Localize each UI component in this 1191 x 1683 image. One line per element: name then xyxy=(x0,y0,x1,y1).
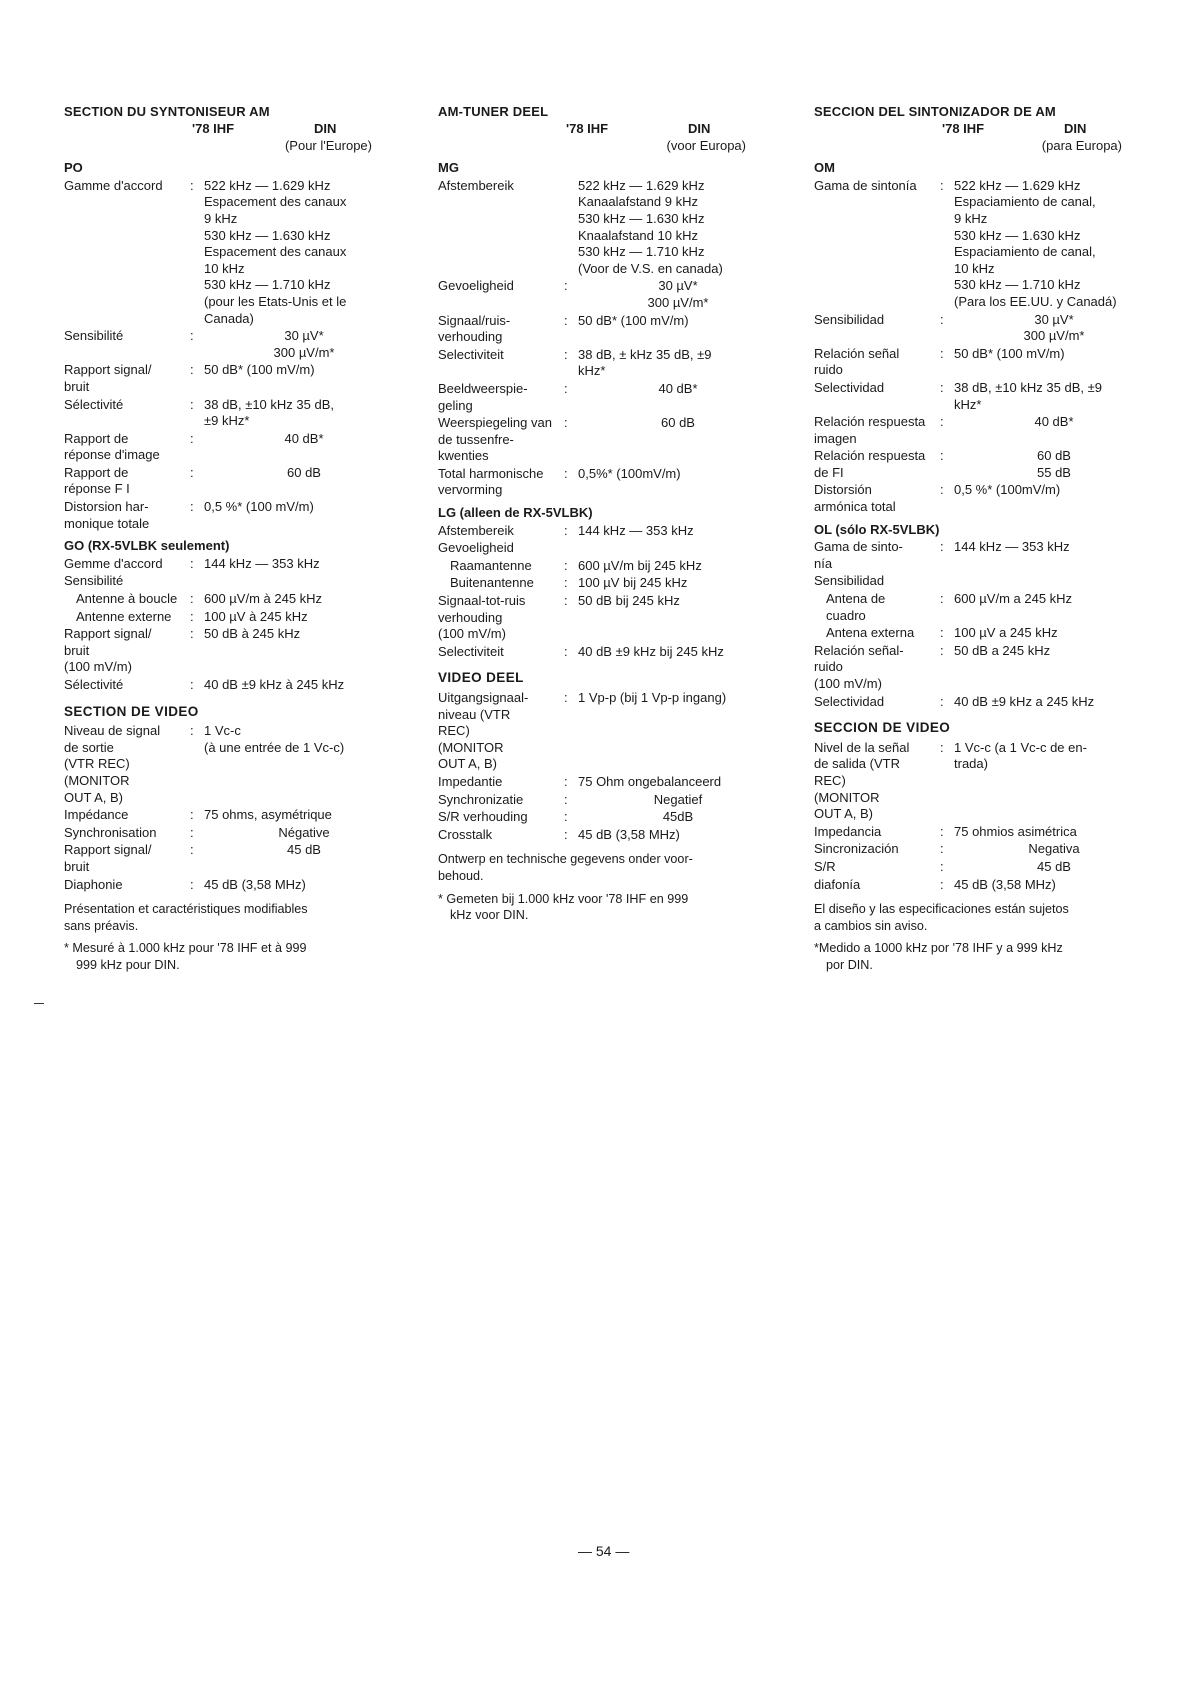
band-heading-am: OM xyxy=(814,160,835,176)
spec-label: Nivel de la señal de salida (VTR REC) (MONITOR OUT A, B) xyxy=(814,739,910,822)
spec-label: Beeldweerspie- geling xyxy=(438,380,528,413)
standard-ihf: '78 IHF xyxy=(942,120,985,136)
spec-label: Distorsión armónica total xyxy=(814,482,896,515)
spec-separator: : xyxy=(940,591,944,607)
spec-value: 60 dB 55 dB xyxy=(1037,448,1071,480)
spec-value: 144 kHz — 353 kHz xyxy=(578,522,694,538)
spec-separator: : xyxy=(940,625,944,641)
spec-separator: : xyxy=(940,858,944,874)
spec-value: 45 dB xyxy=(287,842,321,858)
spec-label: Gevoeligheid xyxy=(438,278,514,294)
spec-separator: : xyxy=(940,414,944,430)
spec-separator: : xyxy=(190,842,194,858)
spec-label: Sélectivité xyxy=(64,396,124,412)
am-spec-row xyxy=(438,415,778,465)
am-spec-row xyxy=(64,328,404,361)
spec-value: 522 kHz — 1.629 kHz Espacement des canaux 9 kHz 530 kHz — 1.630 kHz Espacement des canaux 10 kHz 530 kHz — 1.710 kHz (pour les Etats-Unis et le Canada) xyxy=(204,177,347,326)
section-title: AM-TUNER DEEL xyxy=(438,104,549,119)
lw-spec-row xyxy=(814,591,1154,624)
spec-label: Antena externa xyxy=(826,625,915,641)
spec-label: Antena de cuadro xyxy=(826,591,886,623)
spec-value: Négative xyxy=(278,824,330,840)
margin-mark xyxy=(34,1003,44,1004)
spec-label: Crosstalk xyxy=(438,826,493,842)
footnote: * Gemeten bij 1.000 kHz voor '78 IHF en 999 kHz voor DIN. xyxy=(438,891,689,923)
spec-label: Selectividad xyxy=(814,693,885,709)
spec-label: Rapport de réponse d'image xyxy=(64,430,160,463)
spec-label: Uitgangsignaal- niveau (VTR REC) (MONITOR OUT A, B) xyxy=(438,690,529,772)
spec-value: 40 dB* xyxy=(1034,414,1074,430)
spec-separator xyxy=(564,540,578,557)
band-heading-lw: GO (RX-5VLBK seulement) xyxy=(64,538,230,554)
lw-spec-row xyxy=(814,625,1154,642)
spec-value: 1 Vc-c (a 1 Vc-c de en- trada) xyxy=(954,739,1087,772)
video-spec-row xyxy=(438,827,778,844)
spec-label: Sensibilidad xyxy=(814,573,885,589)
standard-headers xyxy=(814,121,1154,138)
video-spec-row xyxy=(438,774,778,791)
spec-label: Relación señal ruido xyxy=(814,345,900,378)
spec-value: 100 µV à 245 kHz xyxy=(204,608,308,624)
lw-spec-row xyxy=(64,677,404,694)
video-spec-row xyxy=(64,807,404,824)
lw-spec-row xyxy=(64,591,404,608)
spec-label: Impedancia xyxy=(814,823,882,839)
spec-value: 38 dB, ± kHz 35 dB, ±9 kHz* xyxy=(578,346,712,379)
column-dutch xyxy=(438,104,778,924)
am-spec-row xyxy=(438,313,778,346)
video-spec-row xyxy=(64,877,404,894)
video-spec-row xyxy=(814,824,1154,841)
spec-separator: : xyxy=(940,876,944,892)
spec-label: S/R xyxy=(814,858,836,874)
spec-label: S/R verhouding xyxy=(438,809,528,825)
spec-separator: : xyxy=(564,593,568,609)
spec-label: Sincronización xyxy=(814,841,899,857)
spec-value: 100 µV a 245 kHz xyxy=(954,625,1058,641)
lw-spec-row xyxy=(438,523,778,540)
spec-label: Relación respuesta imagen xyxy=(814,414,926,446)
page-number: — 54 — xyxy=(578,1543,630,1559)
spec-value: 38 dB, ±10 kHz 35 dB, ±9 kHz* xyxy=(954,379,1102,412)
spec-label: Antenne à boucle xyxy=(76,591,178,607)
spec-separator: : xyxy=(564,415,568,431)
video-spec-row xyxy=(814,877,1154,894)
am-spec-row xyxy=(438,347,778,380)
spec-separator: : xyxy=(190,824,194,840)
spec-separator: : xyxy=(190,362,194,378)
spec-value: 600 µV/m a 245 kHz xyxy=(954,591,1073,607)
spec-separator: : xyxy=(190,807,194,823)
spec-value: 1 Vp-p (bij 1 Vp-p ingang) xyxy=(578,690,727,705)
video-section-title: SECTION DE VIDEO xyxy=(64,703,199,719)
am-spec-row xyxy=(438,381,778,414)
column-spanish xyxy=(814,104,1154,974)
spec-value: 144 kHz — 353 kHz xyxy=(204,555,320,571)
spec-label: Synchronizatie xyxy=(438,791,524,807)
lw-spec-row xyxy=(64,609,404,626)
am-spec-row xyxy=(64,499,404,532)
spec-label: Weerspiegeling van de tussenfre- kwenties xyxy=(438,415,552,464)
band-heading-lw: OL (sólo RX-5VLBK) xyxy=(814,521,940,537)
spec-value: 40 dB ±9 kHz bij 245 kHz xyxy=(578,643,724,659)
spec-label: Sensibilidad xyxy=(814,311,885,327)
spec-label: Gevoeligheid xyxy=(438,540,514,556)
spec-separator: : xyxy=(190,177,194,193)
spec-value: 40 dB ±9 kHz a 245 kHz xyxy=(954,693,1095,709)
am-spec-row xyxy=(814,312,1154,345)
spec-label: Relación señal- ruido (100 mV/m) xyxy=(814,642,904,691)
spec-separator xyxy=(940,573,954,590)
spec-value: 45 dB xyxy=(1037,858,1071,874)
spec-separator: : xyxy=(940,345,944,361)
footnote: *Medido a 1000 kHz por '78 IHF y a 999 kHz por DIN. xyxy=(814,941,1063,972)
spec-separator: : xyxy=(940,841,944,857)
spec-label: Selectividad xyxy=(814,379,885,395)
spec-value: 30 µV* 300 µV/m* xyxy=(273,328,335,360)
spec-value: 45 dB (3,58 MHz) xyxy=(578,826,680,842)
am-spec-row xyxy=(814,178,1154,311)
footnote: * Mesuré à 1.000 kHz pour '78 IHF et à 999 999 kHz pour DIN. xyxy=(64,941,307,972)
video-spec-row xyxy=(814,740,1154,823)
spec-label: Afstembereik xyxy=(438,522,514,538)
spec-label: Signaal-tot-ruis verhouding (100 mV/m) xyxy=(438,593,526,642)
spec-separator: : xyxy=(564,690,568,705)
am-spec-row xyxy=(814,482,1154,515)
lw-spec-row xyxy=(438,558,778,575)
spec-value: 60 dB xyxy=(287,464,321,480)
spec-separator: : xyxy=(190,328,194,344)
lw-spec-row xyxy=(64,626,404,676)
spec-value xyxy=(578,540,778,557)
standard-note: (para Europa) xyxy=(1041,137,1122,153)
standard-ihf: '78 IHF xyxy=(192,120,235,136)
spec-label: Selectiviteit xyxy=(438,643,504,659)
spec-separator: : xyxy=(190,677,194,692)
am-spec-row xyxy=(438,466,778,499)
video-spec-row xyxy=(438,690,778,773)
spec-value: Negatief xyxy=(653,791,703,807)
spec-label: Synchronisation xyxy=(64,824,157,840)
spec-value: 50 dB bij 245 kHz xyxy=(578,593,680,609)
spec-separator: : xyxy=(564,643,568,659)
spec-separator: : xyxy=(190,396,194,412)
spec-label: Buitenantenne xyxy=(450,575,534,591)
spec-separator: : xyxy=(564,278,568,294)
spec-separator: : xyxy=(940,482,944,498)
spec-value: 522 kHz — 1.629 kHz Espaciamiento de canal, 9 kHz 530 kHz — 1.630 kHz Espaciamiento de canal, 10 kHz 530 kHz — 1.710 kHz (Para los EE.UU. y Canadá) xyxy=(954,177,1117,309)
notice-text: Présentation et caractéristiques modifiables sans préavis. xyxy=(64,902,308,933)
standard-headers xyxy=(64,121,404,138)
lw-spec-row xyxy=(438,575,778,592)
spec-label: Rapport signal/ bruit (100 mV/m) xyxy=(64,626,152,675)
am-spec-row xyxy=(438,178,778,278)
video-spec-row xyxy=(814,841,1154,858)
spec-separator: : xyxy=(190,626,194,642)
lw-spec-row xyxy=(438,593,778,643)
spec-value: 75 ohms, asymétrique xyxy=(204,807,332,823)
spec-value: 50 dB* (100 mV/m) xyxy=(578,312,689,328)
lw-spec-row xyxy=(814,694,1154,711)
spec-label: Rapport de réponse F I xyxy=(64,464,130,497)
am-spec-row xyxy=(64,431,404,464)
am-spec-row xyxy=(814,346,1154,379)
spec-separator: : xyxy=(940,379,944,395)
spec-label: Antenne externe xyxy=(76,608,172,624)
spec-separator: : xyxy=(940,448,944,464)
section-title: SECTION DU SYNTONISEUR AM xyxy=(64,104,270,119)
spec-label: Sélectivité xyxy=(64,677,124,692)
spec-value: Negativa xyxy=(1028,841,1080,857)
spec-value: 1 Vc-c (à une entrée de 1 Vc-c) xyxy=(204,723,345,755)
spec-label: Gemme d'accord xyxy=(64,555,163,571)
spec-separator: : xyxy=(190,464,194,480)
spec-separator xyxy=(564,178,578,278)
spec-label: Sensibilité xyxy=(64,328,124,344)
spec-separator: : xyxy=(190,555,194,571)
spec-label: Rapport signal/ bruit xyxy=(64,842,152,874)
spec-value: 50 dB* (100 mV/m) xyxy=(954,345,1065,361)
spec-separator: : xyxy=(190,723,194,739)
spec-value: 0,5%* (100mV/m) xyxy=(578,465,681,481)
spec-value: 30 µV* 300 µV/m* xyxy=(1023,311,1085,344)
standard-din: DIN xyxy=(688,120,711,136)
spec-separator: : xyxy=(190,499,194,515)
spec-separator: : xyxy=(190,591,194,607)
am-spec-row xyxy=(814,380,1154,413)
spec-separator: : xyxy=(564,791,568,807)
spec-value: 522 kHz — 1.629 kHz Kanaalafstand 9 kHz 530 kHz — 1.630 kHz Knaalafstand 10 kHz 530 kHz — 1.710 kHz (Voor de V.S. en canada) xyxy=(578,177,723,276)
spec-separator xyxy=(190,573,204,590)
spec-label: Gamme d'accord xyxy=(64,177,163,193)
spec-label: Sensibilité xyxy=(64,573,124,589)
am-spec-row xyxy=(64,465,404,498)
spec-label: Raamantenne xyxy=(450,557,532,573)
video-spec-row xyxy=(64,825,404,842)
spec-separator: : xyxy=(564,465,568,481)
notice-text: Ontwerp en technische gegevens onder voor- behoud. xyxy=(438,852,693,883)
am-spec-row xyxy=(64,178,404,327)
spec-separator: : xyxy=(940,311,944,327)
spec-value: 600 µV/m bij 245 kHz xyxy=(578,557,702,573)
spec-value: 100 µV bij 245 kHz xyxy=(578,575,688,591)
spec-value: 50 dB a 245 kHz xyxy=(954,642,1051,658)
spec-separator: : xyxy=(940,693,944,709)
spec-label: Distorsion har- monique totale xyxy=(64,499,150,531)
standard-note: (voor Europa) xyxy=(666,137,746,153)
am-spec-row xyxy=(438,278,778,311)
spec-separator: : xyxy=(190,608,194,624)
spec-separator: : xyxy=(940,539,944,555)
standard-note: (Pour l'Europe) xyxy=(284,137,372,153)
spec-value: 45dB xyxy=(662,809,694,825)
spec-label: Rapport signal/ bruit xyxy=(64,362,152,394)
spec-label: Afstembereik xyxy=(438,177,514,193)
spec-label: Total harmonische vervorming xyxy=(438,465,544,498)
standard-din: DIN xyxy=(314,120,337,136)
spec-separator: : xyxy=(564,826,568,842)
video-spec-row xyxy=(438,809,778,826)
spec-value: 600 µV/m à 245 kHz xyxy=(204,591,323,607)
spec-value: 60 dB xyxy=(661,415,695,431)
spec-value: 0,5 %* (100 mV/m) xyxy=(204,499,314,515)
spec-separator: : xyxy=(190,430,194,446)
spec-value: 50 dB à 245 kHz xyxy=(204,626,301,642)
am-spec-row xyxy=(64,362,404,395)
section-title: SECCION DEL SINTONIZADOR DE AM xyxy=(814,104,1056,119)
spec-value: 45 dB (3,58 MHz) xyxy=(204,876,306,892)
lw-spec-row xyxy=(64,573,404,590)
video-spec-row xyxy=(438,792,778,809)
lw-spec-row xyxy=(64,556,404,573)
lw-spec-row xyxy=(814,573,1154,590)
spec-separator: : xyxy=(564,346,568,362)
notice-text: El diseño y las especificaciones están sujetos a cambios sin aviso. xyxy=(814,902,1069,933)
spec-label: Relación respuesta de FI xyxy=(814,448,926,480)
am-spec-row xyxy=(814,448,1154,481)
video-spec-row xyxy=(64,842,404,875)
video-spec-row xyxy=(814,859,1154,876)
spec-value: 30 µV* 300 µV/m* xyxy=(647,278,709,310)
spec-separator: : xyxy=(564,809,568,825)
video-section-title: SECCION DE VIDEO xyxy=(814,720,951,736)
spec-label: Selectiviteit xyxy=(438,346,504,362)
standard-din: DIN xyxy=(1064,120,1087,136)
spec-separator: : xyxy=(564,522,568,538)
lw-spec-row xyxy=(438,540,778,557)
spec-label: Gama de sintonía xyxy=(814,177,917,193)
spec-value xyxy=(204,573,404,590)
spec-separator: : xyxy=(190,876,194,892)
lw-spec-row xyxy=(438,644,778,661)
column-french xyxy=(64,104,404,974)
spec-value xyxy=(954,573,1154,590)
spec-separator: : xyxy=(940,642,944,658)
spec-separator: : xyxy=(564,312,568,328)
spec-separator: : xyxy=(564,557,568,573)
spec-value: 144 kHz — 353 kHz xyxy=(954,539,1070,555)
spec-value: 0,5 %* (100mV/m) xyxy=(954,482,1061,498)
spec-separator: : xyxy=(564,773,568,789)
band-heading-am: MG xyxy=(438,160,459,176)
spec-label: Diaphonie xyxy=(64,876,123,892)
spec-separator: : xyxy=(564,380,568,396)
spec-value: 45 dB (3,58 MHz) xyxy=(954,876,1056,892)
spec-value: 40 dB* xyxy=(658,380,698,396)
spec-label: Gama de sinto- nía xyxy=(814,539,903,571)
standard-headers xyxy=(438,121,778,138)
band-heading-am: PO xyxy=(64,160,83,176)
spec-label: Niveau de signal de sortie (VTR REC) (MONITOR OUT A, B) xyxy=(64,723,161,805)
spec-value: 38 dB, ±10 kHz 35 dB, ±9 kHz* xyxy=(204,396,334,429)
am-spec-row xyxy=(814,414,1154,447)
spec-label: Signaal/ruis- verhouding xyxy=(438,312,511,345)
lw-spec-row xyxy=(814,539,1154,572)
video-spec-row xyxy=(64,723,404,806)
spec-value: 75 ohmios asimétrica xyxy=(954,823,1077,839)
spec-separator: : xyxy=(940,823,944,839)
spec-value: 40 dB* xyxy=(284,430,324,446)
spec-value: 75 Ohm ongebalanceerd xyxy=(578,773,722,789)
spec-separator: : xyxy=(940,177,944,193)
spec-value: 50 dB* (100 mV/m) xyxy=(204,362,315,378)
spec-separator: : xyxy=(940,739,944,755)
am-spec-row xyxy=(64,397,404,430)
spec-label: Impedantie xyxy=(438,773,503,789)
spec-separator: : xyxy=(564,575,568,591)
spec-label: Impédance xyxy=(64,807,129,823)
video-section-title: VIDEO DEEL xyxy=(438,670,524,686)
spec-value: 40 dB ±9 kHz à 245 kHz xyxy=(204,677,345,692)
lw-spec-row xyxy=(814,643,1154,693)
band-heading-lw: LG (alleen de RX-5VLBK) xyxy=(438,505,593,521)
spec-label: diafonía xyxy=(814,876,861,892)
standard-ihf: '78 IHF xyxy=(566,120,609,136)
